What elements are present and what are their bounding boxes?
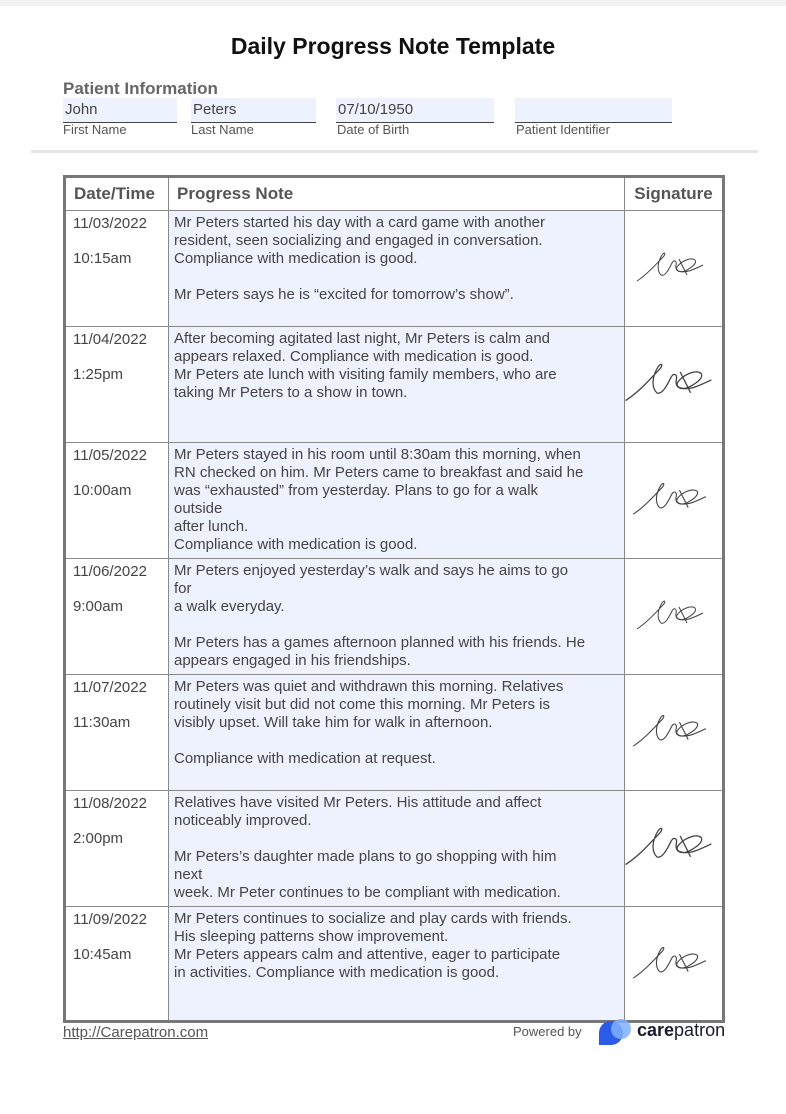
first-name-label: First Name (63, 122, 127, 137)
page-title: Daily Progress Note Template (230, 33, 556, 59)
patient-identifier-field[interactable] (515, 98, 672, 123)
entry-time: 10:15am (73, 250, 132, 267)
date-time-cell (65, 443, 169, 559)
last-name-field[interactable] (191, 98, 316, 123)
date-time-cell (65, 559, 169, 675)
header-signature: Signature (625, 177, 724, 211)
entry-date: 11/08/2022 (73, 795, 147, 812)
note-paragraph: Mr Peters continues to socialize and play cards with friends. His sleeping patterns show improvement. Mr Peters appears calm and attentive, eager to participate in activities. Compliance with medication is good. (174, 910, 572, 981)
last-name-value: Peters (193, 101, 237, 118)
table-row (65, 675, 724, 791)
header-date-time: Date/Time (65, 177, 169, 211)
patient-identifier-label: Patient Identifier (516, 122, 610, 137)
signature-stroke (637, 601, 703, 629)
signature-scribble (625, 907, 724, 1019)
entry-date: 11/06/2022 (73, 563, 147, 580)
entry-date: 11/05/2022 (73, 447, 147, 464)
progress-note-cell[interactable] (169, 211, 625, 327)
brand-bold: care (637, 1020, 675, 1040)
brand-rest: patron (674, 1020, 726, 1040)
signature-cell[interactable] (625, 907, 724, 1022)
signature-cell[interactable] (625, 327, 724, 443)
paragraph-gap (174, 616, 624, 634)
first-name-field[interactable] (63, 98, 177, 123)
signature-scribble (625, 327, 724, 439)
progress-note-cell[interactable] (169, 907, 625, 1022)
signature-scribble (625, 791, 724, 903)
signature-cell[interactable] (625, 675, 724, 791)
table-row (65, 211, 724, 327)
note-paragraph: Mr Peters has a games afternoon planned with his friends. He appears engaged in his friendships. (174, 634, 586, 669)
note-paragraph: After becoming agitated last night, Mr Peters is calm and appears relaxed. Compliance with medication is good. Mr Peters ate lunch with visiting family members, who are taking Mr Peters to a show in town. (174, 330, 557, 401)
dob-value: 07/10/1950 (338, 101, 414, 118)
powered-by-label: Powered by (513, 1024, 582, 1039)
signature-stroke (633, 947, 706, 978)
dob-field[interactable] (336, 98, 494, 123)
progress-note-cell[interactable] (169, 327, 625, 443)
note-paragraph: Mr Peters’s daughter made plans to go shopping with him next week. Mr Peter continues to be compliant with medication. (174, 848, 561, 901)
table-row (65, 327, 724, 443)
entry-date: 11/07/2022 (73, 679, 147, 696)
progress-note-cell[interactable] (169, 559, 625, 675)
top-bar (0, 0, 786, 6)
signature-stroke (626, 364, 712, 400)
signature-scribble (625, 559, 724, 671)
carepatron-brand (637, 1020, 725, 1041)
section-divider (31, 150, 758, 153)
signature-stroke (633, 483, 706, 514)
signature-scribble (625, 675, 724, 787)
signature-cell[interactable] (625, 559, 724, 675)
entry-date: 11/03/2022 (73, 215, 147, 232)
patient-info-heading: Patient Information (63, 79, 218, 98)
entry-time: 1:25pm (73, 366, 124, 383)
last-name-label: Last Name (191, 122, 254, 137)
signature-stroke (626, 828, 712, 864)
signature-cell[interactable] (625, 211, 724, 327)
entry-time: 9:00am (73, 598, 124, 615)
entry-time: 11:30am (73, 714, 131, 731)
paragraph-gap (174, 268, 624, 286)
signature-scribble (625, 211, 724, 323)
note-paragraph: Mr Peters started his day with a card game with another resident, seen socializing and engaged in conversation. Compliance with medication is good. (174, 214, 546, 267)
date-time-cell (65, 327, 169, 443)
signature-scribble (625, 443, 724, 555)
paragraph-gap (174, 732, 624, 750)
table-row (65, 443, 724, 559)
note-paragraph: Relatives have visited Mr Peters. His attitude and affect noticeably improved. (174, 794, 542, 829)
signature-cell[interactable] (625, 791, 724, 907)
progress-note-cell[interactable] (169, 791, 625, 907)
header-progress-note: Progress Note (169, 177, 625, 211)
table-row (65, 559, 724, 675)
date-time-cell (65, 675, 169, 791)
progress-note-cell[interactable] (169, 443, 625, 559)
paragraph-gap (174, 830, 624, 848)
date-time-cell (65, 907, 169, 1022)
entry-time: 2:00pm (73, 830, 124, 847)
date-time-cell (65, 791, 169, 907)
progress-note-cell[interactable] (169, 675, 625, 791)
entry-date: 11/04/2022 (73, 331, 147, 348)
table-row (65, 907, 724, 1022)
note-paragraph: Compliance with medication at request. (174, 750, 436, 767)
signature-cell[interactable] (625, 443, 724, 559)
entry-time: 10:00am (73, 482, 132, 499)
carepatron-link[interactable]: http://Carepatron.com (63, 1024, 209, 1041)
first-name-value: John (65, 101, 98, 118)
date-time-cell (65, 211, 169, 327)
entry-date: 11/09/2022 (73, 911, 147, 928)
progress-notes-table (63, 175, 725, 1023)
note-paragraph: Mr Peters stayed in his room until 8:30am this morning, when RN checked on him. Mr Peters came to breakfast and said he was “exhausted” from yesterday. Plans to go for a walk outside after lunch. Compliance with medication is good. (174, 446, 584, 553)
entry-time: 10:45am (73, 946, 132, 963)
signature-stroke (633, 715, 706, 746)
carepatron-logo-icon (597, 1017, 637, 1047)
signature-stroke (637, 253, 703, 281)
table-row (65, 791, 724, 907)
note-paragraph: Mr Peters was quiet and withdrawn this morning. Relatives routinely visit but did not come this morning. Mr Peters is visibly upset. Will take him for walk in afternoon. (174, 678, 564, 731)
dob-label: Date of Birth (337, 122, 410, 137)
note-paragraph: Mr Peters says he is “excited for tomorrow’s show”. (174, 286, 514, 303)
note-paragraph: Mr Peters enjoyed yesterday’s walk and says he aims to go for a walk everyday. (174, 562, 569, 615)
